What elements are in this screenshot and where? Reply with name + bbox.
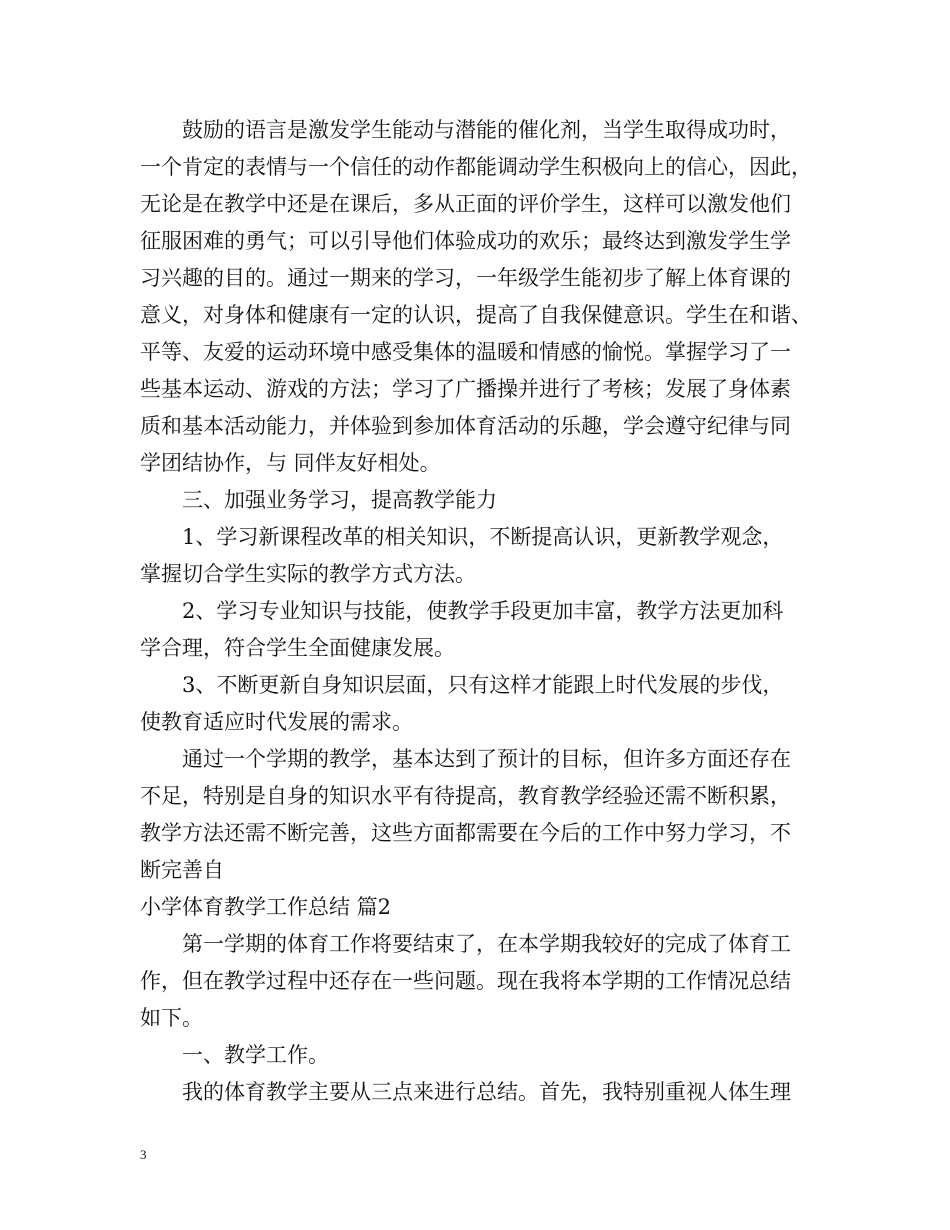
text-line: 教学方法还需不断完善，这些方面都需要在今后的工作中努力学习，不 bbox=[140, 821, 791, 845]
text-line: 一个肯定的表情与一个信任的动作都能调动学生积极向上的信心，因此， bbox=[140, 155, 812, 179]
text-line: 些基本运动、游戏的方法；学习了广播操并进行了考核；发展了身体素 bbox=[140, 377, 791, 401]
text-line: 意义，对身体和健康有一定的认识，提高了自我保健意识。学生在和谐、 bbox=[140, 303, 812, 327]
article-title: 小学体育教学工作总结 篇2 bbox=[140, 895, 392, 919]
text-line: 3、不断更新自身知识层面，只有这样才能跟上时代发展的步伐， bbox=[182, 673, 784, 697]
text-line: 断完善自 bbox=[140, 858, 224, 882]
text-line: 征服困难的勇气；可以引导他们体验成功的欢乐；最终达到激发学生学 bbox=[140, 229, 791, 253]
text-line: 作，但在教学过程中还存在一些问题。现在我将本学期的工作情况总结 bbox=[140, 969, 791, 993]
text-line: 我的体育教学主要从三点来进行总结。首先，我特别重视人体生理 bbox=[182, 1080, 791, 1104]
text-line: 鼓励的语言是激发学生能动与潜能的催化剂，当学生取得成功时， bbox=[182, 118, 791, 142]
text-line: 如下。 bbox=[140, 1006, 203, 1030]
text-line: 习兴趣的目的。通过一期来的学习，一年级学生能初步了解上体育课的 bbox=[140, 266, 791, 290]
document-body bbox=[140, 112, 830, 1111]
page-number: 3 bbox=[140, 1147, 147, 1162]
section-heading: 一、教学工作。 bbox=[182, 1043, 329, 1067]
text-line: 不足，特别是自身的知识水平有待提高，教育教学经验还需不断积累， bbox=[140, 784, 791, 808]
text-line: 1、学习新课程改革的相关知识，不断提高认识，更新教学观念， bbox=[182, 525, 784, 549]
text-line: 学团结协作，与 同伴友好相处。 bbox=[140, 451, 441, 475]
text-line: 通过一个学期的教学，基本达到了预计的目标，但许多方面还存在 bbox=[182, 747, 791, 771]
text-line: 使教育适应时代发展的需求。 bbox=[140, 710, 413, 734]
text-line: 质和基本活动能力，并体验到参加体育活动的乐趣，学会遵守纪律与同 bbox=[140, 414, 791, 438]
section-heading: 三、加强业务学习，提高教学能力 bbox=[182, 488, 497, 512]
text-line: 掌握切合学生实际的教学方式方法。 bbox=[140, 562, 476, 586]
text-line: 平等、友爱的运动环境中感受集体的温暖和情感的愉悦。掌握学习了一 bbox=[140, 340, 791, 364]
text-line: 第一学期的体育工作将要结束了，在本学期我较好的完成了体育工 bbox=[182, 932, 791, 956]
text-line: 学合理，符合学生全面健康发展。 bbox=[140, 636, 455, 660]
text-line: 2、学习专业知识与技能，使教学手段更加丰富，教学方法更加科 bbox=[182, 599, 784, 623]
text-line: 无论是在教学中还是在课后，多从正面的评价学生，这样可以激发他们 bbox=[140, 192, 791, 216]
